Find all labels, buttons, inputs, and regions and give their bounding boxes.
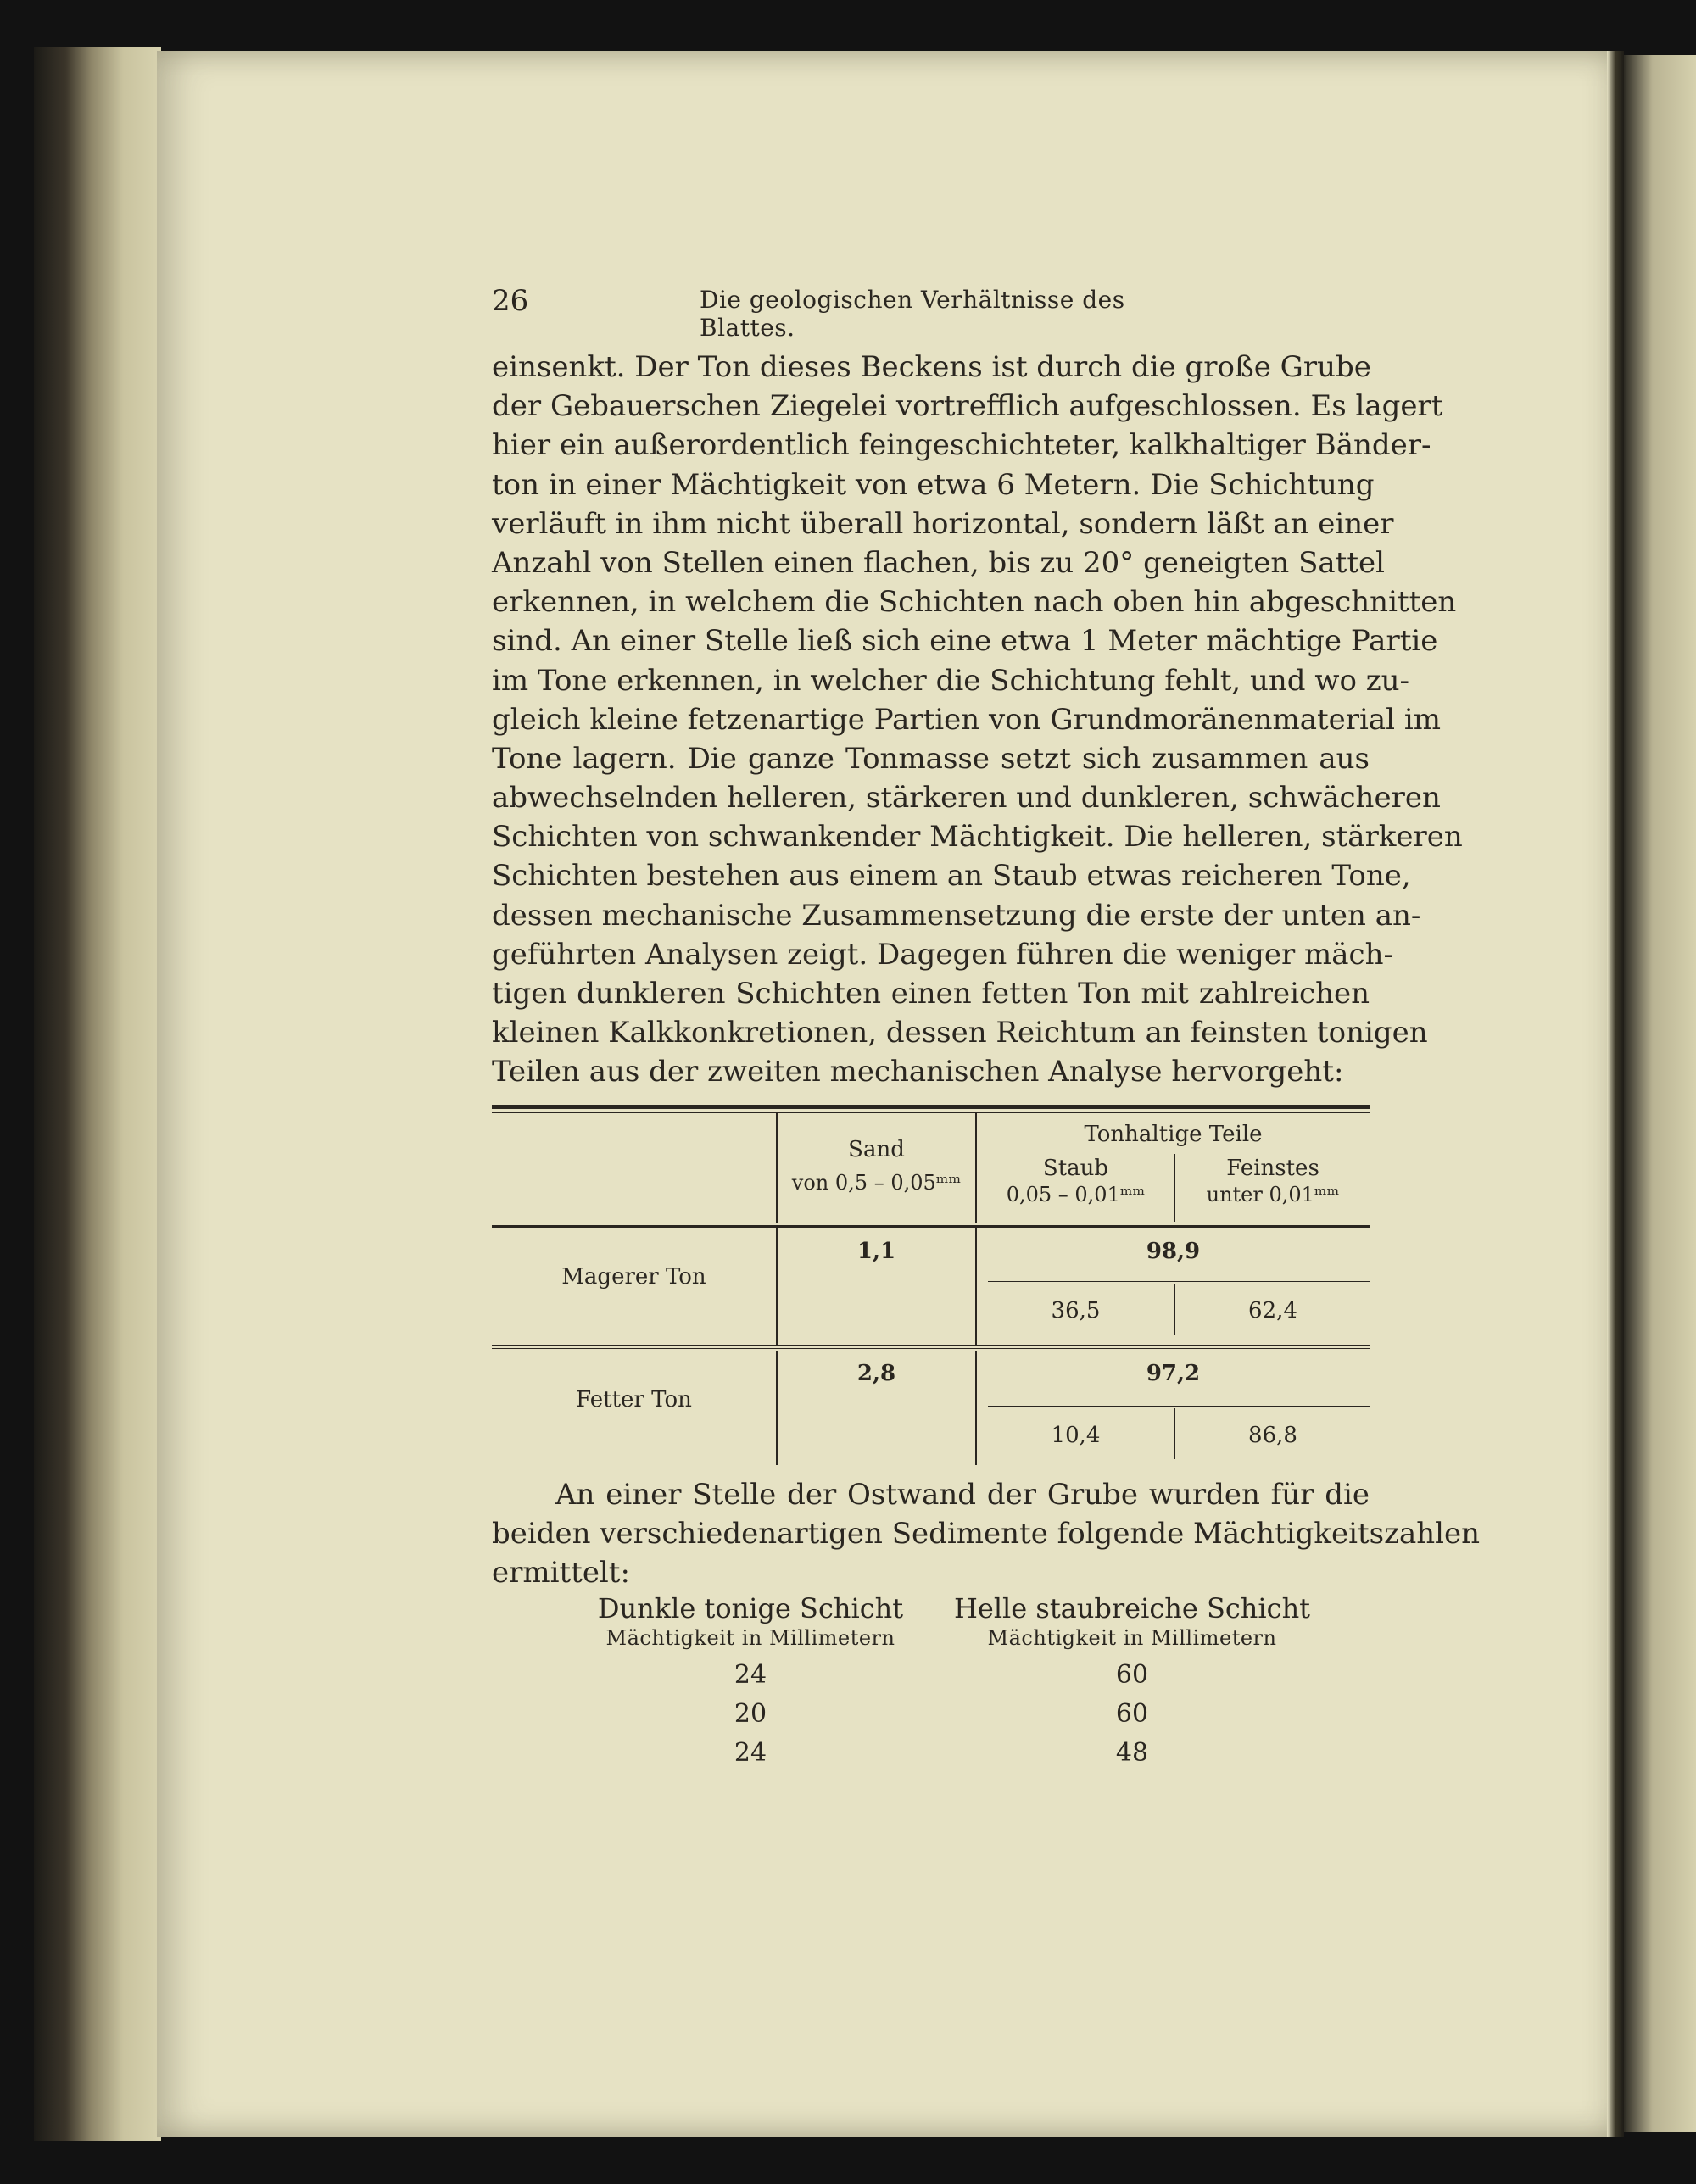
text-line: sind. An einer Stelle ließ sich eine etwa 1 Meter mächtige Partie: [492, 624, 1438, 659]
text-line: ton in einer Mächtigkeit von etwa 6 Metern. Die Schichtung: [492, 467, 1375, 502]
page-number: 26: [492, 284, 529, 318]
column-divider: [1174, 1154, 1175, 1222]
text-line: dessen mechanische Zusammensetzung die erste der unten an-: [492, 898, 1421, 933]
column-divider: [776, 1113, 778, 1223]
text-line: erkennen, in welchem die Schichten nach oben hin abgeschnitten: [492, 585, 1457, 620]
column-divider: [1174, 1408, 1175, 1459]
column-divider: [1174, 1284, 1175, 1335]
cell-feinstes: 86,8: [1248, 1423, 1297, 1448]
header-feinstes-range: unter 0,01ᵐᵐ: [1206, 1183, 1340, 1206]
header-feinstes: Feinstes: [1226, 1156, 1319, 1181]
text-line: Anzahl von Stellen einen flachen, bis zu 20° geneigten Sattel: [492, 545, 1385, 580]
row-separator: [492, 1345, 1370, 1346]
body-paragraph: [492, 348, 1463, 1092]
header-tonhaltige-teile: Tonhaltige Teile: [1084, 1122, 1263, 1147]
text-line: kleinen Kalkkonkretionen, dessen Reichtum an feinsten tonigen: [492, 1016, 1428, 1050]
row-label-magerer-ton: Magerer Ton: [561, 1264, 706, 1290]
table-top-rule-thin: [492, 1112, 1370, 1113]
text-line: Teilen aus der zweiten mechanischen Analyse hervorgeht:: [492, 1055, 1344, 1089]
dark-layer-value: 20: [734, 1699, 767, 1729]
text-line: einsenkt. Der Ton dieses Beckens ist durch die große Grube: [492, 350, 1371, 384]
header-bottom-rule: [492, 1225, 1370, 1228]
text-line: geführten Analysen zeigt. Dagegen führen die weniger mäch-: [492, 937, 1393, 972]
text-line: der Gebauerschen Ziegelei vortrefflich aufgeschlossen. Es lagert: [492, 389, 1443, 424]
cell-staub: 36,5: [1051, 1298, 1101, 1323]
cell-ton-total: 98,9: [1146, 1239, 1201, 1264]
dark-layer-value: 24: [734, 1660, 767, 1690]
text-line: tigen dunkleren Schichten einen fetten Ton mit zahlreichen: [492, 977, 1370, 1011]
row-label-fetter-ton: Fetter Ton: [576, 1387, 692, 1412]
text-line: verläuft in ihm nicht überall horizontal, sondern läßt an einer: [492, 506, 1394, 541]
following-paragraph: [492, 1475, 1481, 1592]
light-layer-value: 48: [1115, 1738, 1149, 1768]
dark-layer-unit: Mächtigkeit in Millimetern: [605, 1626, 895, 1650]
cell-staub: 10,4: [1051, 1423, 1101, 1448]
subtotal-rule: [988, 1281, 1370, 1282]
page-header: [492, 284, 1170, 342]
text-line: An einer Stelle der Ostwand der Grube wurden für die: [555, 1478, 1370, 1512]
header-sand: Sand: [848, 1137, 905, 1162]
running-title: Die geologischen Verhältnisse des Blattes.: [700, 286, 1125, 342]
text-line: abwechselnden helleren, stärkeren und dunkleren, schwächeren: [492, 781, 1441, 816]
light-layer-title: Helle staubreiche Schicht: [953, 1592, 1311, 1624]
cell-feinstes: 62,4: [1248, 1298, 1297, 1323]
dark-layer-column: [560, 1592, 941, 1777]
text-line: im Tone erkennen, in welcher die Schichtung fehlt, und wo zu-: [492, 663, 1410, 698]
cell-ton-total: 97,2: [1146, 1361, 1201, 1386]
text-line: Schichten von schwankender Mächtigkeit. Die helleren, stärkeren: [492, 820, 1463, 855]
header-staub-range: 0,05 – 0,01ᵐᵐ: [1006, 1183, 1146, 1206]
text-line: Tone lagern. Die ganze Tonmasse setzt sich zusammen aus: [492, 741, 1370, 776]
row-separator: [492, 1348, 1370, 1349]
light-layer-value: 60: [1115, 1660, 1149, 1690]
dark-layer-title: Dunkle tonige Schicht: [597, 1592, 904, 1624]
table-top-rule: [492, 1105, 1370, 1109]
header-staub: Staub: [1042, 1156, 1109, 1181]
cell-sand: 2,8: [856, 1361, 896, 1386]
facing-page-edge: [1624, 55, 1696, 2132]
thickness-measurements: [560, 1592, 1323, 1779]
light-layer-column: [941, 1592, 1323, 1777]
subtotal-rule: [988, 1406, 1370, 1407]
book-page-edges: [34, 47, 161, 2141]
text-line: ermittelt:: [492, 1556, 630, 1590]
page-gutter: [1607, 51, 1624, 2137]
dark-layer-value: 24: [734, 1738, 767, 1768]
cell-sand: 1,1: [856, 1239, 896, 1264]
header-sand-range: von 0,5 – 0,05ᵐᵐ: [791, 1171, 962, 1195]
analysis-table: [492, 1105, 1370, 1465]
light-layer-unit: Mächtigkeit in Millimetern: [987, 1626, 1277, 1650]
text-line: beiden verschiedenartigen Sedimente folgende Mächtigkeitszahlen: [492, 1517, 1481, 1551]
text-line: gleich kleine fetzenartige Partien von Grundmoränenmaterial im: [492, 702, 1441, 737]
text-line: hier ein außerordentlich feingeschichteter, kalkhaltiger Bänder-: [492, 428, 1431, 463]
light-layer-value: 60: [1115, 1699, 1149, 1729]
text-line: Schichten bestehen aus einem an Staub etwas reicheren Tone,: [492, 859, 1411, 894]
